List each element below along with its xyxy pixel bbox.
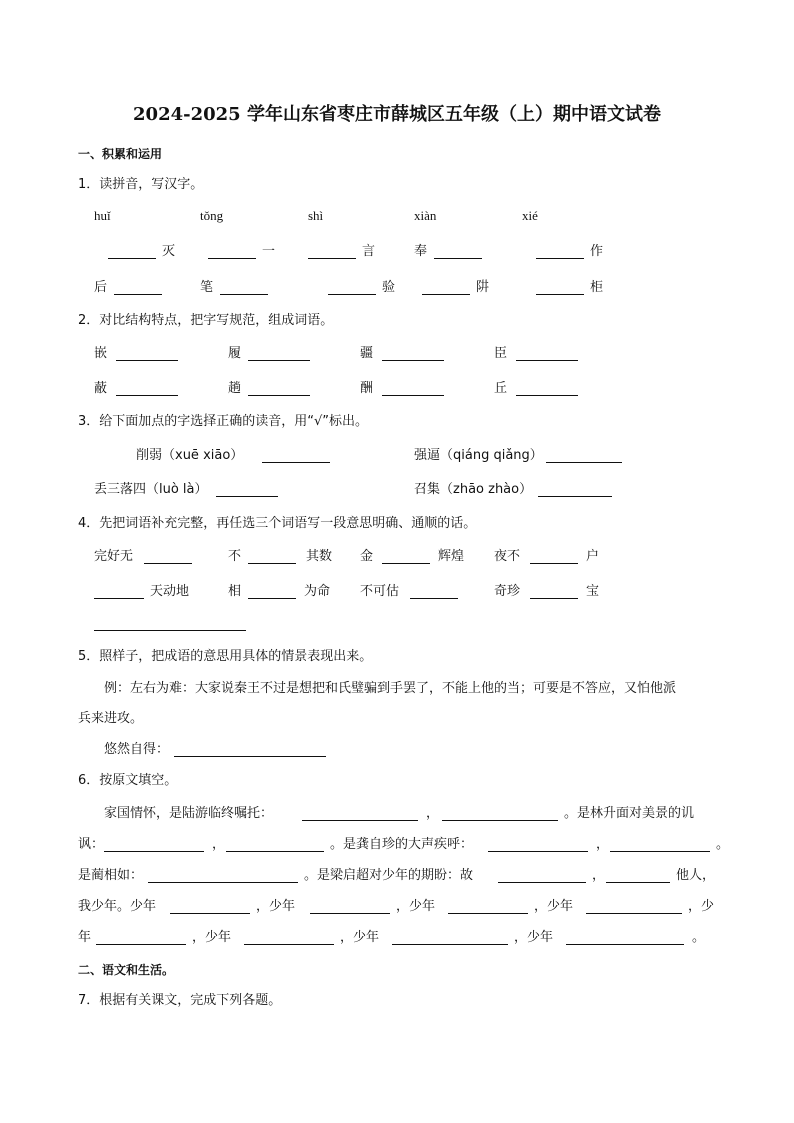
answer-blank[interactable] [302, 820, 418, 821]
char-label: 验 [382, 280, 396, 295]
answer-blank[interactable] [382, 360, 444, 361]
question-3-stem: 3．给下面加点的字选择正确的读音，用“√”标出。 [78, 414, 369, 429]
fill-text: ，少年 [192, 930, 232, 945]
answer-blank[interactable] [248, 598, 296, 599]
answer-blank[interactable] [516, 360, 578, 361]
fill-text: ，少年 [534, 899, 574, 914]
answer-blank[interactable] [144, 563, 192, 564]
answer-blank[interactable] [104, 851, 204, 852]
answer-blank[interactable] [536, 294, 584, 295]
char-label: 奉 [414, 244, 428, 259]
question-1-stem: 1．读拼音，写汉字。 [78, 177, 204, 192]
char-label: 丘 [494, 381, 508, 396]
answer-blank[interactable] [516, 395, 578, 396]
idiom-part: 夜不 [494, 549, 521, 564]
fill-text: 讽： [78, 837, 105, 852]
char-label: 后 [94, 280, 108, 295]
char-label: 履 [228, 346, 242, 361]
fill-text: 。是龚自珍的大声疾呼： [330, 837, 474, 852]
fill-text: 我少年。少年 [78, 899, 157, 914]
fill-text: 。是林升面对美景的讥 [564, 806, 695, 821]
answer-blank[interactable] [382, 395, 444, 396]
question-6-stem: 6．按原文填空。 [78, 773, 178, 788]
answer-blank[interactable] [248, 360, 310, 361]
fill-text: ， [596, 837, 610, 852]
char-label: 灭 [162, 244, 176, 259]
question-5-stem: 5．照样子，把成语的意思用具体的情景表现出来。 [78, 649, 373, 664]
idiom-part: 不 [228, 549, 242, 564]
char-label: 笔 [200, 280, 214, 295]
answer-blank[interactable] [244, 944, 334, 945]
answer-blank[interactable] [116, 360, 178, 361]
char-label: 阱 [476, 280, 490, 295]
idiom-part: 其数 [306, 549, 333, 564]
pinyin-5: xié [522, 208, 538, 223]
answer-blank[interactable] [606, 882, 670, 883]
pinyin-3: shì [308, 208, 324, 223]
char-label: 一 [262, 244, 276, 259]
reading-option: 召集（zhāo zhào） [414, 482, 533, 497]
answer-blank[interactable] [530, 598, 578, 599]
answer-blank[interactable] [442, 820, 558, 821]
question-7-stem: 7．根据有关课文，完成下列各题。 [78, 993, 282, 1008]
paragraph-answer-blank[interactable] [94, 630, 246, 631]
question-2-stem: 2．对比结构特点，把字写规范，组成词语。 [78, 313, 334, 328]
idiom-part: 宝 [586, 584, 600, 599]
fill-text: 年 [78, 930, 92, 945]
answer-blank[interactable] [248, 395, 310, 396]
answer-blank[interactable] [96, 944, 186, 945]
answer-blank[interactable] [328, 294, 376, 295]
pinyin-1: huǐ [94, 208, 111, 223]
answer-blank[interactable] [530, 563, 578, 564]
fill-text: ， [212, 837, 226, 852]
answer-blank[interactable] [610, 851, 710, 852]
idiom-part: 奇珍 [494, 584, 521, 599]
answer-blank[interactable] [208, 258, 256, 259]
answer-blank[interactable] [94, 598, 144, 599]
answer-blank[interactable] [148, 882, 298, 883]
answer-blank[interactable] [116, 395, 178, 396]
fill-text: 。 [692, 930, 706, 945]
section-heading-1: 一、积累和运用 [78, 147, 163, 161]
idiom-part: 不可估 [360, 584, 400, 599]
idiom-prompt: 悠然自得： [104, 742, 170, 757]
question-4-stem: 4．先把词语补充完整，再任选三个词语写一段意思明确、通顺的话。 [78, 516, 477, 531]
answer-blank[interactable] [536, 258, 584, 259]
fill-text: 。是梁启超对少年的期盼：故 [304, 868, 474, 883]
answer-blank[interactable] [108, 258, 156, 259]
idiom-part: 完好无 [94, 549, 134, 564]
answer-blank[interactable] [586, 913, 682, 914]
answer-blank[interactable] [248, 563, 296, 564]
answer-blank[interactable] [170, 913, 250, 914]
reading-option: 丢三落四（luò là） [94, 482, 208, 497]
fill-text: 家国情怀，是陆游临终嘱托： [104, 806, 274, 821]
answer-blank[interactable] [448, 913, 528, 914]
answer-blank[interactable] [262, 462, 330, 463]
example-text: 例：左右为难：大家说秦王不过是想把和氏璧骗到手罢了，不能上他的当；可要是不答应，又怕他派 [104, 681, 677, 696]
fill-text: ，少年 [340, 930, 380, 945]
answer-blank[interactable] [566, 944, 684, 945]
example-text: 兵来进攻。 [78, 711, 144, 726]
answer-blank[interactable] [422, 294, 470, 295]
answer-blank[interactable] [546, 462, 622, 463]
fill-text: ，少年 [256, 899, 296, 914]
fill-text: 是蔺相如： [78, 868, 144, 883]
answer-blank[interactable] [410, 598, 458, 599]
char-label: 嵌 [94, 346, 108, 361]
answer-blank[interactable] [382, 563, 430, 564]
answer-blank[interactable] [308, 258, 356, 259]
idiom-part: 户 [586, 549, 600, 564]
fill-text: ，少年 [396, 899, 436, 914]
pinyin-4: xiàn [414, 208, 437, 223]
char-label: 臣 [494, 346, 508, 361]
section-heading-2: 二、语文和生活。 [78, 963, 175, 977]
fill-text: ， [426, 806, 440, 821]
fill-text: ， [592, 868, 606, 883]
idiom-part: 金 [360, 549, 374, 564]
char-label: 言 [362, 244, 376, 259]
fill-text: 。 [716, 837, 730, 852]
char-label: 柜 [590, 280, 604, 295]
fill-text: ，少 [688, 899, 715, 914]
idiom-part: 为命 [304, 584, 331, 599]
answer-blank[interactable] [310, 913, 390, 914]
answer-blank[interactable] [174, 756, 326, 757]
answer-blank[interactable] [226, 851, 324, 852]
answer-blank[interactable] [392, 944, 508, 945]
answer-blank[interactable] [434, 258, 482, 259]
page-title: 2024-2025 学年山东省枣庄市薛城区五年级（上）期中语文试卷 [133, 104, 661, 125]
answer-blank[interactable] [538, 496, 612, 497]
char-label: 趟 [228, 381, 242, 396]
answer-blank[interactable] [498, 882, 586, 883]
fill-text: 他人， [676, 868, 716, 883]
reading-option: 削弱（xuē xiāo） [136, 448, 244, 463]
idiom-part: 辉煌 [438, 549, 465, 564]
answer-blank[interactable] [220, 294, 268, 295]
reading-option: 强逼（qiáng qiǎng） [414, 448, 543, 463]
idiom-part: 相 [228, 584, 242, 599]
answer-blank[interactable] [488, 851, 588, 852]
char-label: 作 [590, 244, 604, 259]
answer-blank[interactable] [114, 294, 162, 295]
pinyin-2: tǒng [200, 208, 224, 223]
idiom-part: 天动地 [150, 584, 190, 599]
char-label: 蔽 [94, 381, 108, 396]
char-label: 疆 [360, 346, 374, 361]
char-label: 酬 [360, 381, 374, 396]
answer-blank[interactable] [216, 496, 278, 497]
fill-text: ，少年 [514, 930, 554, 945]
